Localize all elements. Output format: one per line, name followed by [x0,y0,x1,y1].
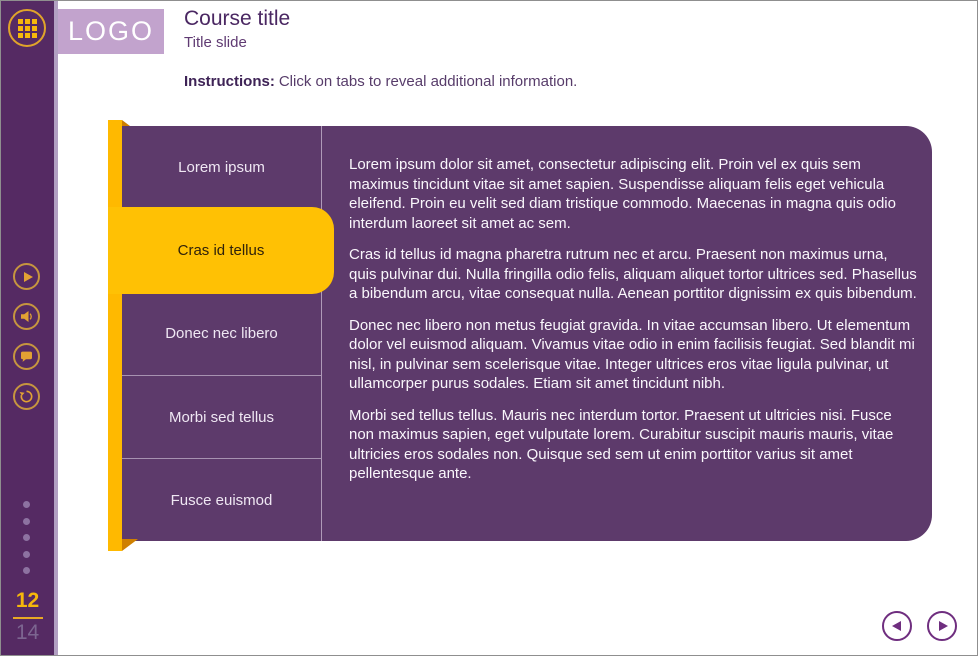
ribbon-fold-bottom [122,539,138,551]
logo-box [58,9,164,54]
progress-dot [23,518,30,525]
replay-icon [19,389,34,404]
prev-slide-button[interactable] [882,611,912,641]
ribbon-fold-top [122,120,130,126]
content-paragraph: Cras id tellus id magna pharetra rutrum nec et arcu. Praesent non maximus urna, quis pulvinar dui. Nulla fringilla odio felis, aliquam aliquet tortor ultrices sed. Phasellus a bibendum arcu, vitae consequat nulla. Aenean porttitor dignissim ex quis bibendum. [349,246,917,302]
comment-button[interactable] [13,343,40,370]
current-page: 12 [15,589,40,612]
ribbon-bar [108,120,122,551]
progress-dot [23,501,30,508]
arrow-right-icon [939,621,948,631]
audio-button[interactable] [13,303,40,330]
tab-cras-id-tellus[interactable]: Cras id tellus [108,207,334,294]
instructions-label: Instructions: [184,73,275,90]
menu-button[interactable] [8,9,46,47]
play-button[interactable] [13,263,40,290]
arrow-left-icon [892,621,901,631]
play-icon [24,272,33,282]
tab-lorem-ipsum[interactable]: Lorem ipsum [178,159,265,176]
grid-icon [18,19,37,38]
progress-dots [23,501,30,574]
slide-title: Title slide [184,34,247,51]
sidebar-edge-strip [54,1,58,656]
total-pages: 14 [15,621,40,644]
instructions-text: Click on tabs to reveal additional information. [278,73,578,90]
content-paragraph: Donec nec libero non metus feugiat gravida. In vitae accumsan libero. Ut elementum dolor vel euismod aliquam. Vivamus vitae odio in enim facilisis feugiat. Sed blandit mi nisl, in pulvinar sem scelerisque vitae. Integer ultrices eros vitae ligula pulvinar, ut ullamcorper purus sodales. Etiam sit amet tincidunt nibh. [349,316,915,392]
content-paragraph: Morbi sed tellus tellus. Mauris nec interdum tortor. Praesent ut ultricies nisi. Fusce non maximus sapien, eget vulputate lorem. Curabitur suscipit mauris mauris, vitae ultricies eros sodales non. Quisque sed sem ut enim porttitor varius sit amet pellentesque ante. [349,406,894,482]
speaker-icon [19,309,34,324]
instructions [184,73,577,90]
pager [1,589,54,644]
tab-list [122,126,322,541]
comment-icon [19,349,34,364]
progress-dot [23,534,30,541]
tab-donec-nec-libero[interactable]: Donec nec libero [165,325,278,342]
next-slide-button[interactable] [927,611,957,641]
progress-dot [23,551,30,558]
replay-button[interactable] [13,383,40,410]
pager-divider [13,617,43,619]
course-title: Course title [184,7,291,30]
tab-fusce-euismod[interactable]: Fusce euismod [122,458,321,541]
tabs-panel [122,126,932,541]
content-paragraph: Lorem ipsum dolor sit amet, consectetur adipiscing elit. Proin vel ex quis sem maximus tincidunt vitae sit amet sapien. Suspendisse aliquam felis eget vehicula eleifend. Proin eu velit sed diam tristique commodo. Maecenas in magna quis odio interdum laoreet sit amet ac sem. [349,156,896,232]
progress-dot [23,567,30,574]
tab-morbi-sed-tellus[interactable]: Morbi sed tellus [122,375,321,458]
tab-content-text [322,126,932,541]
logo-text: LOGO [67,16,155,46]
